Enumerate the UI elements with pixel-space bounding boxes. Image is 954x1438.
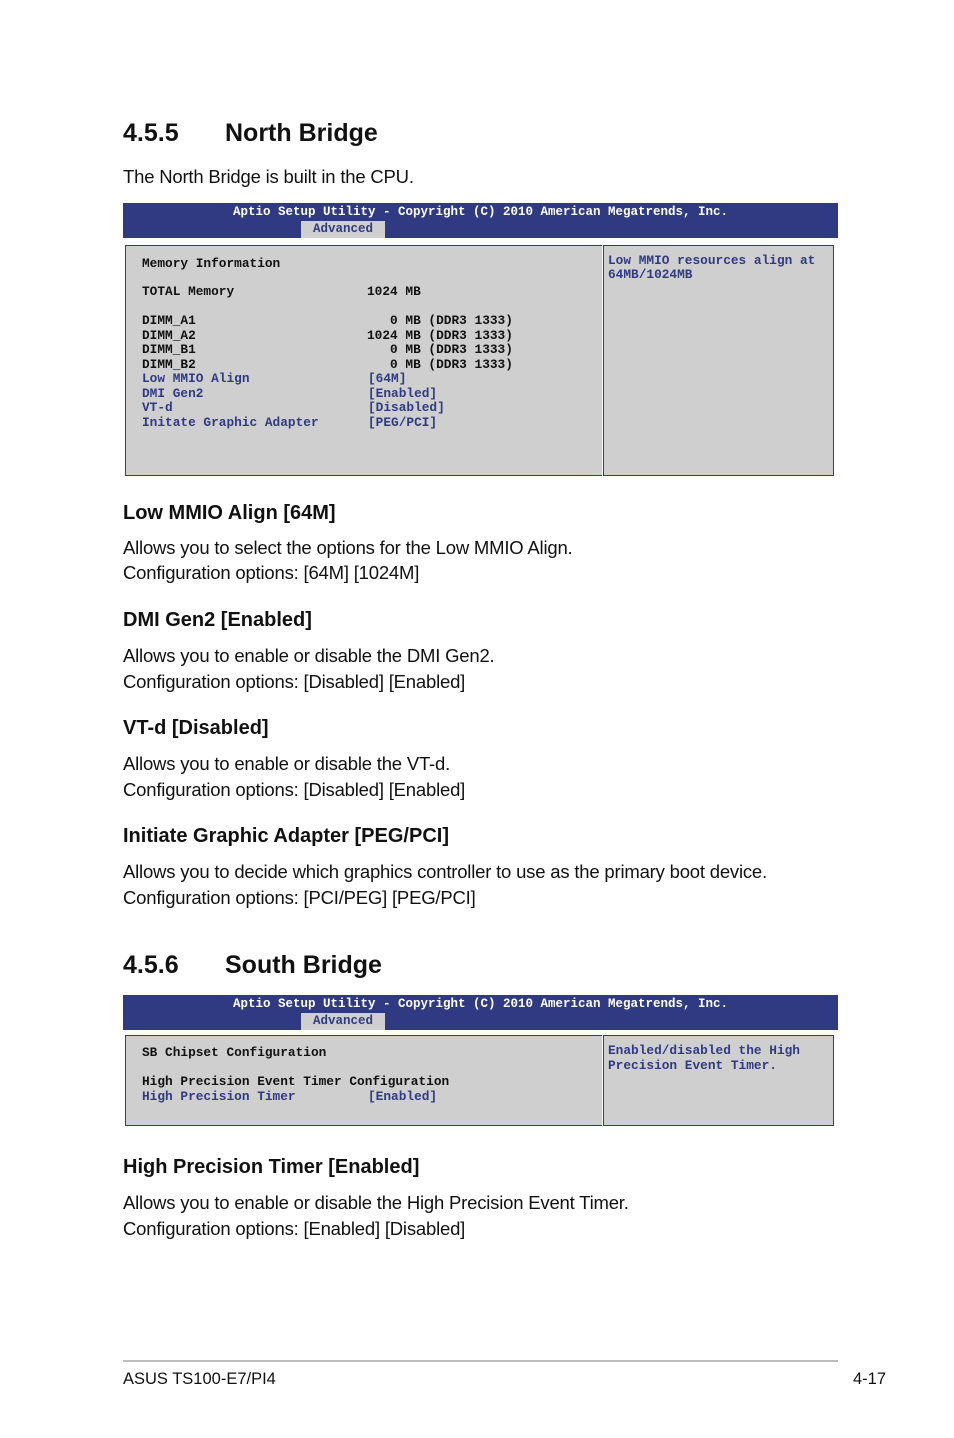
- item-heading-high-precision-timer: High Precision Timer [Enabled]: [123, 1156, 420, 1178]
- setting-low-mmio-align-value[interactable]: [64M]: [368, 371, 407, 386]
- item-heading-low-mmio-align: Low MMIO Align [64M]: [123, 502, 336, 524]
- section-number: 4.5.6: [123, 951, 179, 979]
- setting-vt-d[interactable]: VT-d: [142, 400, 173, 415]
- item-desc-high-precision-timer: Allows you to enable or disable the High Precision Event Timer.: [123, 1192, 629, 1213]
- dimm-b1-label: DIMM_B1: [142, 342, 196, 357]
- bios-tab-advanced[interactable]: Advanced: [301, 1013, 385, 1030]
- setting-high-precision-timer[interactable]: High Precision Timer: [142, 1088, 296, 1104]
- north-bridge-intro: The North Bridge is built in the CPU.: [123, 166, 414, 187]
- bios-body: [125, 243, 834, 476]
- bios-body: [125, 1035, 834, 1128]
- section-number: 4.5.5: [123, 119, 179, 147]
- bios-screen-north-bridge: [123, 203, 838, 478]
- bios-settings-panel: [125, 245, 602, 476]
- item-desc-low-mmio-align: Allows you to select the options for the Low MMIO Align.: [123, 537, 573, 558]
- bios-header-title: Aptio Setup Utility - Copyright (C) 2010 American Megatrends, Inc.: [232, 205, 729, 219]
- dimm-b1-value: 0 MB (DDR3 1333): [367, 342, 513, 357]
- setting-dmi-gen2-value[interactable]: [Enabled]: [368, 385, 438, 401]
- bios-help-panel: [603, 1035, 834, 1126]
- item-options-high-precision-timer: Configuration options: [Enabled] [Disabled]: [123, 1218, 466, 1239]
- total-memory-label: TOTAL Memory: [142, 284, 235, 299]
- dimm-b2-value: 0 MB (DDR3 1333): [367, 356, 513, 372]
- bios-settings-panel: [125, 1035, 602, 1126]
- item-heading-initiate-graphic-adapter: Initiate Graphic Adapter [PEG/PCI]: [123, 825, 449, 847]
- item-options-low-mmio-align: Configuration options: [64M] [1024M]: [123, 562, 420, 583]
- item-options-initiate-graphic-adapter: Configuration options: [PCI/PEG] [PEG/PCI]: [123, 887, 476, 908]
- bios-screen-south-bridge: [123, 995, 838, 1128]
- bios-header-title: Aptio Setup Utility - Copyright (C) 2010 American Megatrends, Inc.: [232, 997, 729, 1011]
- help-text-line2: 64MB/1024MB: [608, 267, 693, 282]
- footer-product-name: ASUS TS100-E7/PI4: [123, 1370, 276, 1388]
- setting-initiate-graphic-adapter[interactable]: Initate Graphic Adapter: [142, 414, 319, 430]
- setting-high-precision-timer-value[interactable]: [Enabled]: [368, 1088, 438, 1104]
- sb-chipset-configuration-label: SB Chipset Configuration: [142, 1045, 327, 1060]
- help-text-line1: Enabled/disabled the High: [608, 1043, 800, 1058]
- bios-tab-advanced[interactable]: Advanced: [301, 221, 385, 238]
- footer-page-number: 4-17: [852, 1370, 886, 1388]
- setting-vt-d-value[interactable]: [Disabled]: [368, 400, 445, 415]
- setting-dmi-gen2[interactable]: DMI Gen2: [142, 385, 204, 401]
- dimm-a1-label: DIMM_A1: [142, 313, 196, 328]
- section-title: North Bridge: [225, 119, 378, 147]
- item-desc-dmi-gen2: Allows you to enable or disable the DMI Gen2.: [123, 645, 495, 666]
- item-heading-vt-d: VT-d [Disabled]: [123, 717, 269, 739]
- hpet-configuration-label: High Precision Event Timer Configuration: [142, 1074, 450, 1089]
- help-text-line2: Precision Event Timer.: [608, 1057, 777, 1073]
- setting-low-mmio-align[interactable]: Low MMIO Align: [142, 371, 250, 386]
- setting-initiate-graphic-adapter-value[interactable]: [PEG/PCI]: [368, 414, 438, 430]
- dimm-a2-label: DIMM_A2: [142, 327, 196, 343]
- memory-information-label: Memory Information: [142, 256, 281, 271]
- section-title: South Bridge: [225, 951, 382, 979]
- footer-divider: [123, 1360, 838, 1362]
- dimm-a1-value: 0 MB (DDR3 1333): [367, 313, 513, 328]
- section-heading-north-bridge: [123, 119, 523, 151]
- section-heading-south-bridge: [123, 951, 523, 983]
- item-desc-initiate-graphic-adapter: Allows you to decide which graphics controller to use as the primary boot device.: [123, 861, 767, 882]
- dimm-b2-label: DIMM_B2: [142, 356, 196, 372]
- item-options-dmi-gen2: Configuration options: [Disabled] [Enabled]: [123, 671, 466, 692]
- help-text-line1: Low MMIO resources align at: [608, 253, 816, 268]
- bios-header-bar: [123, 995, 838, 1030]
- bios-help-panel: [603, 245, 834, 476]
- item-heading-dmi-gen2: DMI Gen2 [Enabled]: [123, 609, 312, 631]
- total-memory-value: 1024 MB: [367, 284, 421, 299]
- item-desc-vt-d: Allows you to enable or disable the VT-d.: [123, 753, 451, 774]
- dimm-a2-value: 1024 MB (DDR3 1333): [367, 327, 513, 343]
- bios-header-bar: [123, 203, 838, 238]
- item-options-vt-d: Configuration options: [Disabled] [Enabled]: [123, 779, 466, 800]
